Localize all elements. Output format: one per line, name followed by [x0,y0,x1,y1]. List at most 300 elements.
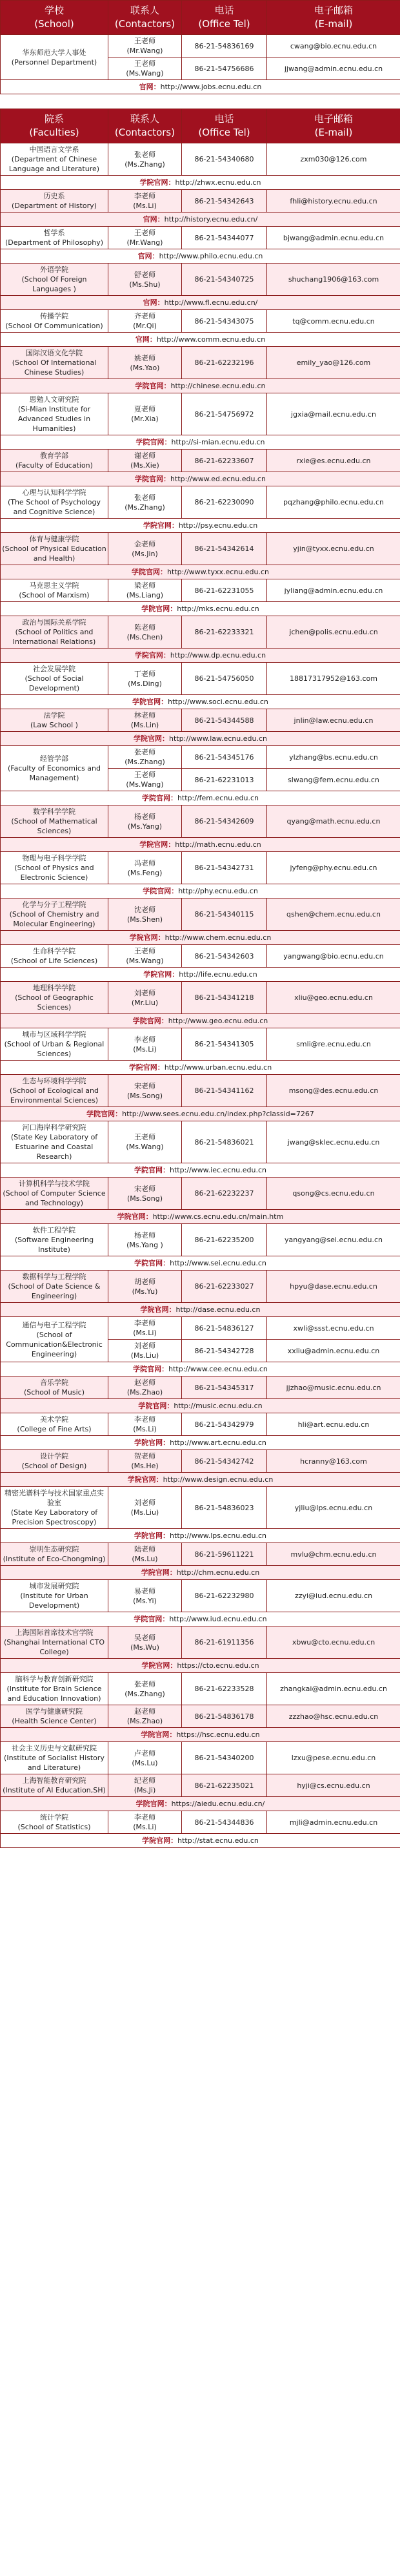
contact-person: 易老师 (Ms.Yi) [108,1580,182,1612]
email-address[interactable]: shuchang1906@163.com [267,264,400,296]
unit-name: 法学院 (Law School ) [1,709,108,732]
contact-person: 林老师 (Ms.Lin) [108,709,182,732]
unit-name: 中国语言文学系 (Department of Chinese Language and Literature) [1,143,108,176]
website-row [1,732,400,746]
unit-name: 化学与分子工程学院 (School of Chemistry and Molecular Engineering) [1,898,108,931]
email-address[interactable]: bjwang@admin.ecnu.edu.cn [267,227,400,249]
table-row [1,1543,400,1566]
header-contact: 联系人 (Contactors) [108,1,182,35]
email-address[interactable]: jgxia@mail.ecnu.edu.cn [267,393,400,435]
unit-name: 软件工程学院 (Software Engineering Institute) [1,1224,108,1256]
contact-person: 刘老师 (Ms.Liu) [108,1487,182,1529]
header-tel: 电话 (Office Tel) [182,109,267,143]
website-link[interactable]: http://www.jobs.ecnu.edu.cn [160,83,262,91]
contact-person: 刘老师 (Ms.Liu) [108,1340,182,1362]
email-address[interactable]: fhli@history.ecnu.edu.cn [267,190,400,213]
website-row [1,1163,400,1178]
table-row [1,1121,400,1163]
email-address[interactable]: jwang@sklec.ecnu.edu.cn [267,1121,400,1163]
header-name: 学校 (School) [1,1,108,35]
website-link[interactable]: http://www.law.ecnu.edu.cn [169,734,267,743]
office-tel: 86-21-62233528 [182,1673,267,1705]
website-label: 学院官网： [135,475,171,483]
office-tel: 86-21-54342643 [182,190,267,213]
office-tel: 86-21-54340725 [182,264,267,296]
email-address[interactable]: zxm030@126.com [267,143,400,176]
contact-person: 齐老师 (Mr.Qi) [108,310,182,333]
office-tel: 86-21-54343075 [182,310,267,333]
office-tel: 86-21-62235200 [182,1224,267,1256]
website-cell [1,472,400,486]
office-tel: 86-21-62231055 [182,579,267,602]
email-address[interactable]: mjli@admin.ecnu.edu.cn [267,1811,400,1834]
unit-name: 社会主义历史与文献研究院 (Institute of Socialist History and Literature) [1,1742,108,1774]
website-link[interactable]: http://www.tyxx.ecnu.edu.cn [166,568,269,576]
office-tel: 86-21-62233607 [182,450,267,472]
website-cell [1,1473,400,1487]
website-label: 学院官网： [134,1532,170,1540]
website-row [1,695,400,709]
website-link[interactable]: http://psy.ecnu.edu.cn [178,521,258,530]
website-row [1,1061,400,1075]
email-address[interactable]: jyliang@admin.ecnu.edu.cn [267,579,400,602]
website-cell [1,649,400,663]
website-link[interactable]: https://hsc.ecnu.edu.cn [176,1730,260,1739]
website-link[interactable]: http://www.soci.ecnu.edu.cn [168,698,268,706]
unit-name: 美术学院 (College of Fine Arts) [1,1413,108,1436]
website-link[interactable]: http://www.comm.ecnu.edu.cn [156,335,266,344]
contact-person: 夏老师 (Mr.Xia) [108,393,182,435]
website-row [1,1473,400,1487]
contact-person: 李老师 (Ms.Li) [108,1413,182,1436]
website-row [1,884,400,898]
table-row [1,1811,400,1834]
contact-person: 卢老师 (Ms.Lu) [108,1742,182,1774]
office-tel: 86-21-54341162 [182,1075,267,1107]
website-label: 官网： [143,298,165,307]
unit-name: 思勉人文研究院 (Si-Mian Institute for Advanced Studies in Humanities) [1,393,108,435]
website-label: 官网： [139,83,161,91]
website-row [1,931,400,945]
office-tel: 86-21-54344588 [182,709,267,732]
table-row [1,1673,400,1705]
website-label: 学院官网： [140,1305,176,1314]
website-row [1,649,400,663]
website-cell [1,931,400,945]
website-cell [1,1107,400,1121]
table-row [1,1450,400,1473]
unit-name: 数据科学与工程学院 (School of Date Science & Engineering) [1,1271,108,1303]
unit-name: 教育学部 (Faculty of Education) [1,450,108,472]
contact-person: 张老师 (Ms.Zhang) [108,143,182,176]
contact-person: 王老师 (Mr.Wang) [108,227,182,249]
website-cell [1,565,400,579]
website-row [1,249,400,264]
website-label: 学院官网： [117,1212,153,1221]
contact-person: 胡老师 (Ms.Yu) [108,1271,182,1303]
office-tel: 86-21-62232980 [182,1580,267,1612]
website-link[interactable]: http://chm.ecnu.edu.cn [176,1568,260,1577]
email-address[interactable]: xwli@ssst.ecnu.edu.cn [267,1317,400,1340]
website-label: 学院官网： [134,734,170,743]
table-row [1,533,400,565]
website-label: 学院官网： [132,698,168,706]
website-link[interactable]: http://zhwx.ecnu.edu.cn [175,178,261,187]
website-link[interactable]: http://www.design.ecnu.edu.cn [163,1475,274,1484]
website-row [1,602,400,616]
website-cell [1,1362,400,1376]
unit-name: 传播学院 (School Of Communication) [1,310,108,333]
unit-name: 社会发展学院 (School of Social Development) [1,663,108,695]
email-address[interactable]: cwang@bio.ecnu.edu.cn [267,35,400,57]
unit-name: 华东师范大学人事处 (Personnel Department) [1,35,108,80]
website-cell [1,1163,400,1178]
website-label: 官网： [143,215,165,223]
website-link[interactable]: http://www.art.ecnu.edu.cn [170,1439,266,1447]
email-address[interactable]: hcranny@163.com [267,1450,400,1473]
website-row [1,1362,400,1376]
website-link[interactable]: http://www.lps.ecnu.edu.cn [170,1532,266,1540]
table-row [1,1224,400,1256]
website-link[interactable]: http://www.iud.ecnu.edu.cn [169,1615,267,1623]
contact-person: 金老师 (Ms.Jin) [108,533,182,565]
header-email: 电子邮箱 (E-mail) [267,1,400,35]
website-link[interactable]: http://fem.ecnu.edu.cn [177,794,259,802]
website-link[interactable]: http://stat.ecnu.edu.cn [177,1836,259,1845]
website-cell [1,213,400,227]
unit-name: 哲学系 (Department of Philosophy) [1,227,108,249]
office-tel: 86-21-54342614 [182,533,267,565]
website-cell [1,176,400,190]
unit-name: 体育与健康学院 (School of Physical Education and Health) [1,533,108,565]
contact-person: 谢老师 (Ms.Xie) [108,450,182,472]
website-label: 学院官网： [133,1365,169,1373]
website-link[interactable]: http://music.ecnu.edu.cn [174,1402,263,1410]
website-label: 学院官网： [134,1615,170,1623]
header-tel: 电话 (Office Tel) [182,1,267,35]
website-cell [1,379,400,393]
website-row [1,1797,400,1811]
table-row [1,1413,400,1436]
table-row [1,709,400,732]
email-address[interactable]: emily_yao@126.com [267,347,400,379]
office-tel: 86-21-54344077 [182,227,267,249]
website-label: 学院官网： [128,1063,165,1072]
website-label: 学院官网： [134,1166,170,1174]
table-row [1,1317,400,1340]
unit-name: 国际汉语文化学院 (School Of International Chinese Studies) [1,347,108,379]
table-row [1,264,400,296]
website-label: 学院官网： [129,933,165,942]
website-cell [1,1303,400,1317]
website-link[interactable]: http://www.cee.ecnu.edu.cn [168,1365,268,1373]
website-cell [1,1529,400,1543]
contact-person: 王老师 (Mr.Wang) [108,35,182,57]
website-cell [1,1061,400,1075]
table-header-row [1,109,400,143]
office-tel: 86-21-54342979 [182,1413,267,1436]
email-address[interactable]: mvlu@chm.ecnu.edu.cn [267,1543,400,1566]
website-link[interactable]: http://phy.ecnu.edu.cn [178,887,258,895]
contact-person: 陈老师 (Ms.Chen) [108,616,182,649]
table-row [1,945,400,968]
table-row [1,1487,400,1529]
contact-person: 杨老师 (Ms.Yang) [108,805,182,838]
header-email: 电子邮箱 (E-mail) [267,109,400,143]
website-link[interactable]: http://math.ecnu.edu.cn [175,840,261,849]
contact-person: 李老师 (Ms.Li) [108,190,182,213]
website-row [1,1436,400,1450]
contact-person: 李老师 (Ms.Li) [108,1811,182,1834]
contact-person: 王老师 (Ms.Wang) [108,1121,182,1163]
website-link[interactable]: http://mks.ecnu.edu.cn [177,605,259,613]
website-cell [1,80,400,94]
website-row [1,1256,400,1271]
website-row [1,80,400,94]
website-cell [1,1728,400,1742]
email-address[interactable]: qyang@math.ecnu.edu.cn [267,805,400,838]
email-address[interactable]: zzyi@iud.ecnu.edu.cn [267,1580,400,1612]
unit-name: 河口海岸科学研究院 (State Key Laboratory of Estuarine and Coastal Research) [1,1121,108,1163]
website-label: 学院官网： [141,794,177,802]
email-address[interactable]: jjzhao@music.ecnu.edu.cn [267,1376,400,1399]
website-link[interactable]: http://www.philo.ecnu.edu.cn [159,252,263,260]
contact-person: 姚老师 (Ms.Yao) [108,347,182,379]
unit-name: 数学科学学院 (School of Mathematical Sciences) [1,805,108,838]
email-address[interactable]: hli@art.ecnu.edu.cn [267,1413,400,1436]
website-row [1,176,400,190]
office-tel: 86-21-54342609 [182,805,267,838]
contact-person: 吴老师 (Ms.Wu) [108,1626,182,1659]
email-address[interactable]: qsong@cs.ecnu.edu.cn [267,1178,400,1210]
website-label: 学院官网： [143,970,179,979]
unit-name: 物理与电子科学学院 (School of Physics and Electronic Science) [1,852,108,884]
contact-person: 张老师 (Ms.Zhang) [108,486,182,519]
email-address[interactable]: slwang@fem.ecnu.edu.cn [267,769,400,791]
email-address[interactable]: tq@comm.ecnu.edu.cn [267,310,400,333]
unit-name: 城市与区域科学学院 (School of Urban & Regional Sciences) [1,1028,108,1061]
unit-name: 上海国际首席技术官学院 (Shanghai International CTO College) [1,1626,108,1659]
website-link[interactable]: http://si-mian.ecnu.edu.cn [171,438,265,446]
website-link[interactable]: http://www.urban.ecnu.edu.cn [164,1063,272,1072]
contact-person: 冯老师 (Ms.Feng) [108,852,182,884]
office-tel: 86-21-62230090 [182,486,267,519]
website-label: 学院官网： [135,1800,172,1808]
office-tel: 86-21-54340115 [182,898,267,931]
office-tel: 86-21-54756686 [182,57,267,80]
website-link[interactable]: http://www.chem.ecnu.edu.cn [165,933,272,942]
email-address[interactable]: 18817317952@163.com [267,663,400,695]
website-label: 学院官网： [131,568,167,576]
email-address[interactable]: hyji@cs.ecnu.edu.cn [267,1774,400,1797]
website-link[interactable]: http://life.ecnu.edu.cn [179,970,257,979]
table-header-row [1,1,400,35]
faculty-contact-table [0,109,400,1848]
website-row [1,379,400,393]
email-address[interactable]: yangyang@sei.ecnu.edu.cn [267,1224,400,1256]
unit-name: 崇明生态研究院 (Institute of Eco-Chongming) [1,1543,108,1566]
website-label: 学院官网： [134,651,170,660]
table-row [1,393,400,435]
website-row [1,1107,400,1121]
website-cell [1,249,400,264]
school-contact-table [0,0,400,94]
website-link[interactable]: http://www.sees.ecnu.edu.cn/index.php?classid=7267 [122,1110,314,1118]
website-row [1,968,400,982]
office-tel: 86-21-62232237 [182,1178,267,1210]
website-row [1,565,400,579]
website-label: 学院官网： [134,1259,170,1267]
website-row [1,472,400,486]
office-tel: 86-21-54836127 [182,1317,267,1340]
website-cell [1,1014,400,1028]
office-tel: 86-21-62233027 [182,1271,267,1303]
unit-name: 心理与认知科学学院 (The School of Psychology and Cognitive Science) [1,486,108,519]
table-row [1,746,400,769]
website-cell [1,296,400,310]
website-cell [1,1612,400,1626]
office-tel: 86-21-54342603 [182,945,267,968]
website-link[interactable]: https://aiedu.ecnu.edu.cn/ [171,1800,265,1808]
website-link[interactable]: https://cto.ecnu.edu.cn [177,1661,259,1670]
contact-person: 赵老师 (Ms.Zhao) [108,1376,182,1399]
website-label: 学院官网： [139,178,175,187]
table-row [1,616,400,649]
website-cell [1,732,400,746]
unit-name: 历史系 (Department of History) [1,190,108,213]
email-address[interactable]: xxliu@admin.ecnu.edu.cn [267,1340,400,1362]
contact-person: 舒老师 (Ms.Shu) [108,264,182,296]
website-row [1,1210,400,1224]
table-row [1,227,400,249]
website-link[interactable]: http://chinese.ecnu.edu.cn [170,382,266,390]
email-address[interactable]: ylzhang@bs.ecnu.edu.cn [267,746,400,769]
office-tel: 86-21-54342728 [182,1340,267,1362]
website-cell [1,602,400,616]
unit-name: 马克思主义学院 (School of Marxism) [1,579,108,602]
website-row [1,296,400,310]
website-link[interactable]: http://www.dp.ecnu.edu.cn [170,651,266,660]
office-tel: 86-21-54756972 [182,393,267,435]
email-address[interactable]: jnlin@law.ecnu.edu.cn [267,709,400,732]
table-row [1,1271,400,1303]
contact-person: 王老师 (Ms.Wang) [108,57,182,80]
website-label: 学院官网： [138,1402,174,1410]
website-label: 学院官网： [134,1439,170,1447]
website-row [1,1529,400,1543]
email-address[interactable]: msong@des.ecnu.edu.cn [267,1075,400,1107]
contact-person: 张老师 (Ms.Zhang) [108,1673,182,1705]
office-tel: 86-21-62232196 [182,347,267,379]
header-name: 院系 (Faculties) [1,109,108,143]
email-address[interactable]: jjwang@admin.ecnu.edu.cn [267,57,400,80]
contact-person: 宋老师 (Ms.Song) [108,1178,182,1210]
website-label: 官网： [135,335,157,344]
website-link[interactable]: http://www.ed.ecnu.edu.cn [170,475,266,483]
email-address[interactable]: lzxu@pese.ecnu.edu.cn [267,1742,400,1774]
website-cell [1,1566,400,1580]
table-row [1,1742,400,1774]
website-link[interactable]: http://dase.ecnu.edu.cn [175,1305,261,1314]
table-row [1,143,400,176]
unit-name: 上海智能教育研究院 (Institute of AI Education,SH) [1,1774,108,1797]
website-link[interactable]: http://www.fl.ecnu.edu.cn/ [164,298,258,307]
table-spacer [0,94,400,109]
website-cell [1,695,400,709]
office-tel: 86-21-54340680 [182,143,267,176]
website-row [1,1303,400,1317]
website-label: 学院官网： [139,840,175,849]
website-cell [1,884,400,898]
website-row [1,1399,400,1413]
website-label: 学院官网： [141,1661,177,1670]
website-label: 学院官网： [143,887,179,895]
table-row [1,450,400,472]
unit-name: 计算机科学与技术学院 (School of Computer Science and Technology) [1,1178,108,1210]
website-row [1,435,400,450]
unit-name: 生态与环境科学学院 (School of Ecological and Environmental Sciences) [1,1075,108,1107]
contact-person: 刘老师 (Mr.Liu) [108,982,182,1014]
unit-name: 通信与电子工程学院 (School of Communication&Electronic Engineering) [1,1317,108,1362]
email-address[interactable]: jyfeng@phy.ecnu.edu.cn [267,852,400,884]
office-tel: 86-21-59611221 [182,1543,267,1566]
email-address[interactable]: pqzhang@philo.ecnu.edu.cn [267,486,400,519]
table-row [1,1580,400,1612]
contact-person: 丁老师 (Ms.Ding) [108,663,182,695]
contact-person: 宋老师 (Ms.Song) [108,1075,182,1107]
website-cell [1,791,400,805]
website-cell [1,1797,400,1811]
website-cell [1,1210,400,1224]
website-link[interactable]: http://www.iec.ecnu.edu.cn [169,1166,267,1174]
contact-person: 陆老师 (Ms.Lu) [108,1543,182,1566]
email-address[interactable]: hpyu@dase.ecnu.edu.cn [267,1271,400,1303]
website-link[interactable]: http://www.geo.ecnu.edu.cn [168,1017,268,1025]
website-link[interactable]: http://www.cs.ecnu.edu.cn/main.htm [152,1212,284,1221]
website-label: 官网： [137,252,159,260]
email-address[interactable]: yjin@tyxx.ecnu.edu.cn [267,533,400,565]
email-address[interactable]: yjliu@lps.ecnu.edu.cn [267,1487,400,1529]
email-address[interactable]: smli@re.ecnu.edu.cn [267,1028,400,1061]
table-row [1,1376,400,1399]
website-row [1,519,400,533]
website-row [1,333,400,347]
website-cell [1,1399,400,1413]
contact-person: 杨老师 (Ms.Yang ) [108,1224,182,1256]
website-link[interactable]: http://history.ecnu.edu.cn/ [164,215,258,223]
contact-person: 张老师 (Ms.Zhang) [108,746,182,769]
table-row [1,347,400,379]
website-label: 学院官网： [143,521,179,530]
email-address[interactable]: qshen@chem.ecnu.edu.cn [267,898,400,931]
email-address[interactable]: xliu@geo.ecnu.edu.cn [267,982,400,1014]
table-row [1,852,400,884]
table-row [1,805,400,838]
table-row [1,1178,400,1210]
email-address[interactable]: zhangkai@admin.ecnu.edu.cn [267,1673,400,1705]
email-address[interactable]: jchen@polis.ecnu.edu.cn [267,616,400,649]
website-label: 学院官网： [135,382,171,390]
email-address[interactable]: xbwu@cto.ecnu.edu.cn [267,1626,400,1659]
table-row [1,663,400,695]
email-address[interactable]: rxie@es.ecnu.edu.cn [267,450,400,472]
unit-name: 经管学部 (Faculty of Economics and Management) [1,746,108,791]
table-row [1,1705,400,1728]
table-row [1,1774,400,1797]
website-link[interactable]: http://www.sei.ecnu.edu.cn [170,1259,266,1267]
email-address[interactable]: yangwang@bio.ecnu.edu.cn [267,945,400,968]
email-address[interactable]: zzzhao@hsc.ecnu.edu.cn [267,1705,400,1728]
